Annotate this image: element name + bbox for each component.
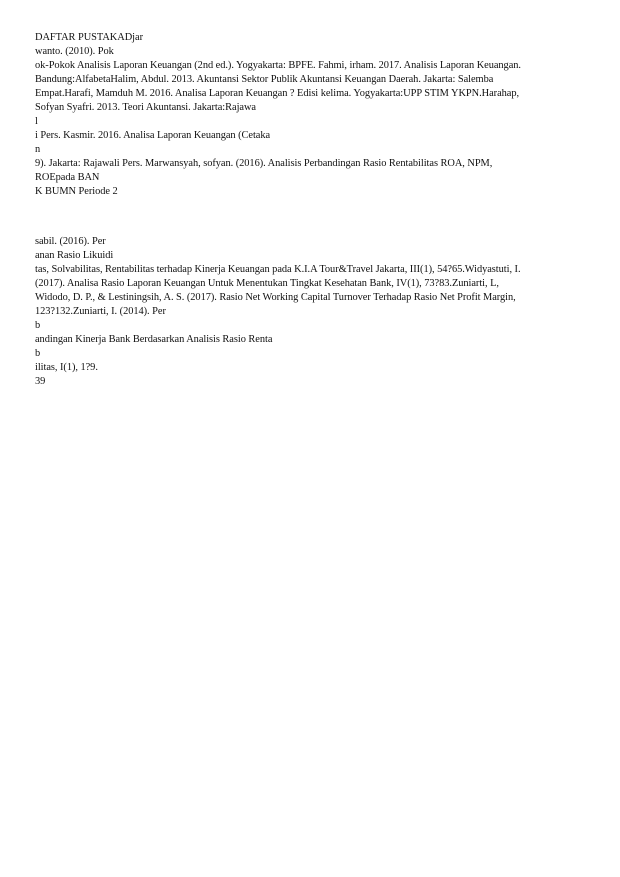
text-line: (2017). Analisa Rasio Laporan Keuangan Untuk Menentukan Tingkat Kesehatan Bank, IV(1), 73?83.Zuniarti, L,: [35, 278, 499, 289]
text-line: andingan Kinerja Bank Berdasarkan Analisis Rasio Renta: [35, 334, 273, 345]
page-number: 39: [35, 376, 46, 387]
text-line: 123?132.Zuniarti, I. (2014). Per: [35, 306, 166, 317]
text-line: i Pers. Kasmir. 2016. Analisa Laporan Keuangan (Cetaka: [35, 130, 271, 141]
text-line: Widodo, D. P., & Lestiningsih, A. S. (2017). Rasio Net Working Capital Turnover Terhadap Rasio Net Profit Margin,: [35, 292, 516, 303]
text-line: l: [35, 116, 38, 127]
text-line: b: [35, 320, 41, 331]
text-line: wanto. (2010). Pok: [35, 46, 114, 57]
text-line: n: [35, 144, 41, 155]
text-line: sabil. (2016). Per: [35, 236, 106, 247]
text-line: b: [35, 348, 41, 359]
text-line: anan Rasio Likuidi: [35, 250, 114, 261]
text-line: Sofyan Syafri. 2013. Teori Akuntansi. Jakarta:Rajawa: [35, 102, 256, 113]
text-line: Empat.Harafi, Mamduh M. 2016. Analisa Laporan Keuangan ? Edisi kelima. Yogyakarta:UPP STIM YKPN.Harahap,: [35, 88, 520, 99]
text-line: ROEpada BAN: [35, 172, 100, 183]
bibliography-heading: DAFTAR PUSTAKADjar: [35, 32, 143, 43]
text-line: ilitas, I(1), 1?9.: [35, 362, 98, 373]
text-line: K BUMN Periode 2: [35, 186, 118, 197]
text-line: 9). Jakarta: Rajawali Pers. Marwansyah, sofyan. (2016). Analisis Perbandingan Rasio Rentabilitas ROA, NPM,: [35, 158, 493, 169]
text-line: ok-Pokok Analisis Laporan Keuangan (2nd ed.). Yogyakarta: BPFE. Fahmi, irham. 2017. Analisis Laporan Keuangan.: [35, 60, 521, 71]
text-line: tas, Solvabilitas, Rentabilitas terhadap Kinerja Keuangan pada K.I.A Tour&Travel Jakarta, III(1), 54?65.Widyastuti, I.: [35, 264, 521, 275]
text-line: Bandung:AlfabetaHalim, Abdul. 2013. Akuntansi Sektor Publik Akuntansi Keuangan Daerah. Jakarta: Salemba: [35, 74, 494, 85]
